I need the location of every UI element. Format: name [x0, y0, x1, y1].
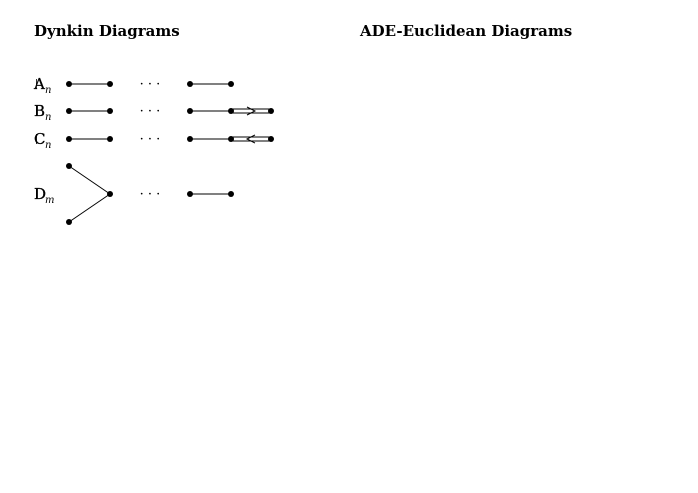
- diagram-subscript: n: [45, 112, 52, 123]
- ellipsis: · · ·: [139, 187, 161, 202]
- node: [228, 81, 234, 87]
- arrow-head: [247, 107, 255, 115]
- node: [66, 136, 72, 142]
- node: [107, 191, 113, 197]
- euclidean-heading: ADE-Euclidean Diagrams: [360, 22, 573, 40]
- diagram-subscript: n: [45, 140, 52, 151]
- diagram-subscript: m: [45, 195, 55, 206]
- diagram-label-d: D: [34, 185, 47, 203]
- node: [107, 81, 113, 87]
- ellipsis: · · ·: [139, 132, 161, 147]
- ellipsis: · · ·: [139, 104, 161, 119]
- node: [228, 108, 234, 114]
- edge: [69, 194, 110, 222]
- diagram-label-b: B: [34, 102, 46, 120]
- node: [66, 108, 72, 114]
- node: [66, 219, 72, 225]
- node: [228, 136, 234, 142]
- node: [66, 163, 72, 169]
- edge: [69, 166, 110, 194]
- node: [268, 136, 274, 142]
- diagram-subscript: n: [45, 85, 52, 96]
- node: [107, 136, 113, 142]
- node: [187, 136, 193, 142]
- diagram-label-c: C: [34, 130, 46, 148]
- node: [187, 81, 193, 87]
- node: [268, 108, 274, 114]
- node: [228, 191, 234, 197]
- node: [107, 108, 113, 114]
- arrow-head: [247, 135, 255, 143]
- node: [187, 191, 193, 197]
- ellipsis: · · ·: [139, 77, 161, 92]
- node: [66, 81, 72, 87]
- diagram-label-a: A: [34, 75, 45, 93]
- dynkin-heading: Dynkin Diagrams: [34, 22, 180, 40]
- node: [187, 108, 193, 114]
